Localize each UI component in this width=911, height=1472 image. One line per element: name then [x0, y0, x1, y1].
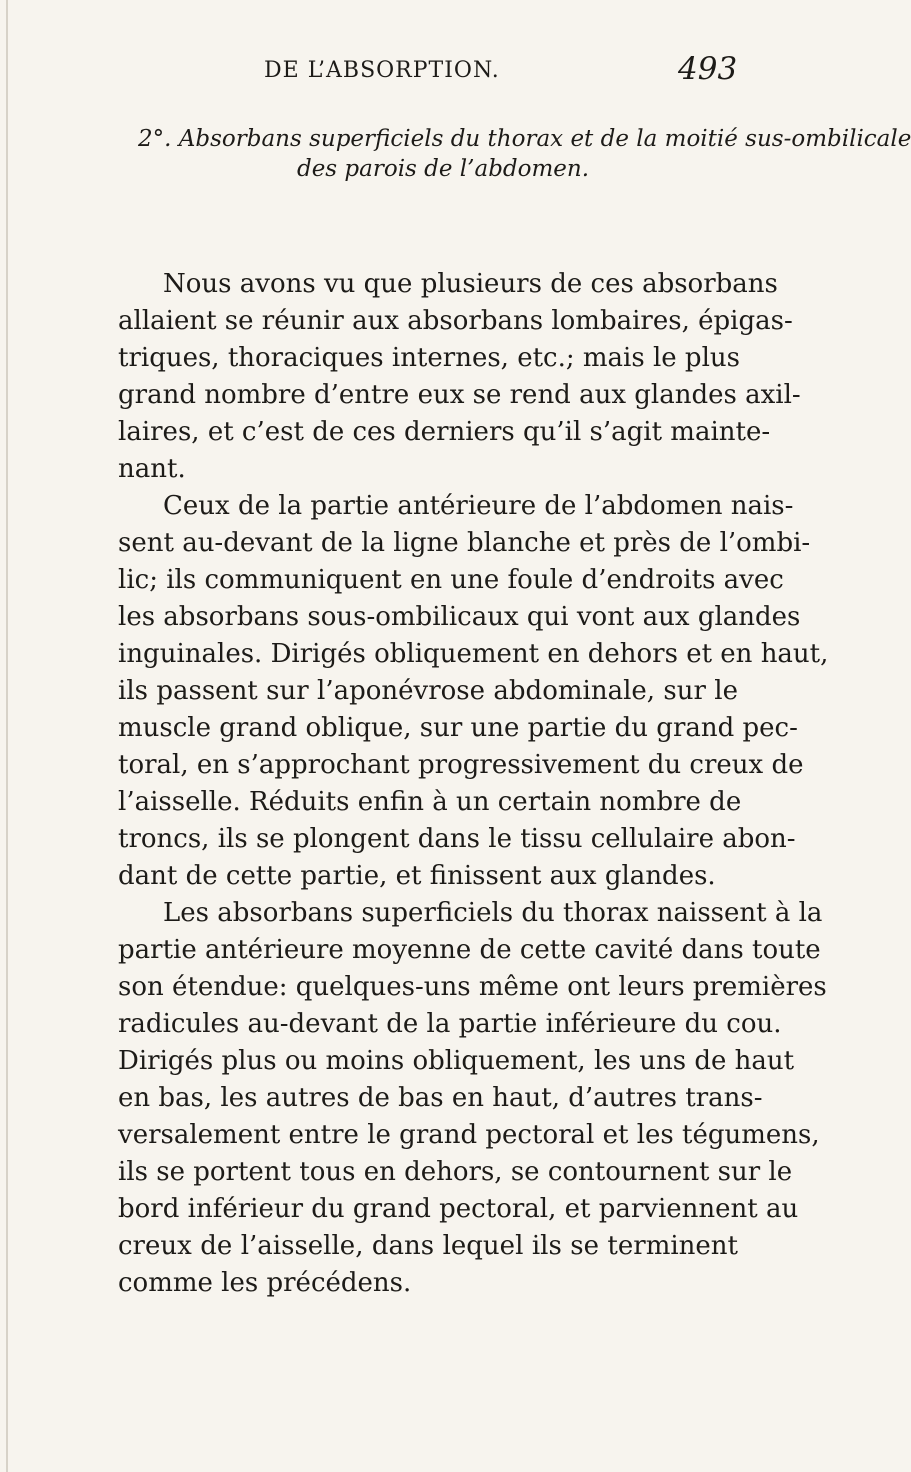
page-number: 493	[678, 51, 738, 87]
text-line: ils se portent tous en dehors, se contournent sur le	[118, 1157, 793, 1187]
text-line: son étendue: quelques-uns même ont leurs premières	[118, 972, 827, 1002]
text-line: toral, en s’approchant progressivement du creux de	[118, 750, 804, 780]
text-line: lic; ils communiquent en une foule d’endroits avec	[118, 565, 784, 595]
text-line: inguinales. Dirigés obliquement en dehors et en haut,	[118, 639, 829, 669]
text-line: nant.	[118, 454, 186, 484]
text-line: Nous avons vu que plusieurs de ces absorbans	[163, 269, 778, 299]
section-heading	[138, 124, 911, 184]
text-line: radicules au-devant de la partie inférieure du cou.	[118, 1009, 782, 1039]
text-line: sent au-devant de la ligne blanche et près de l’ombi-	[118, 528, 811, 558]
text-line: les absorbans sous-ombilicaux qui vont aux glandes	[118, 602, 801, 632]
text-line: bord inférieur du grand pectoral, et parviennent au	[118, 1194, 799, 1224]
text-line: grand nombre d’entre eux se rend aux glandes axil-	[118, 380, 801, 410]
text-line: comme les précédens.	[118, 1268, 412, 1298]
page-edge-shadow	[6, 0, 8, 1472]
text-line: troncs, ils se plongent dans le tissu cellulaire abon-	[118, 824, 796, 854]
text-line: triques, thoraciques internes, etc.; mais le plus	[118, 343, 740, 373]
text-line: dant de cette partie, et finissent aux glandes.	[118, 861, 716, 891]
text-line: Ceux de la partie antérieure de l’abdomen nais-	[163, 491, 794, 521]
text-line: Les absorbans superficiels du thorax naissent à la	[163, 898, 823, 928]
text-line: l’aisselle. Réduits enfin à un certain nombre de	[118, 787, 742, 817]
section-heading-line-2: des parois de l’abdomen.	[296, 156, 590, 182]
body-text	[118, 266, 829, 1302]
text-line: ils passent sur l’aponévrose abdominale, sur le	[118, 676, 738, 706]
text-line: muscle grand oblique, sur une partie du grand pec-	[118, 713, 798, 743]
running-title: DE L’ABSORPTION.	[264, 58, 500, 83]
text-line: Dirigés plus ou moins obliquement, les uns de haut	[118, 1046, 795, 1076]
text-line: partie antérieure moyenne de cette cavité dans toute	[118, 935, 821, 965]
text-line: creux de l’aisselle, dans lequel ils se terminent	[118, 1231, 738, 1261]
running-head	[0, 51, 801, 96]
text-line: laires, et c’est de ces derniers qu’il s’agit mainte-	[118, 417, 771, 447]
text-line: allaient se réunir aux absorbans lombaires, épigas-	[118, 306, 793, 336]
text-line: en bas, les autres de bas en haut, d’autres trans-	[118, 1083, 763, 1113]
section-heading-line-1: 2°. Absorbans superficiels du thorax et de la moitié sus-ombilicale	[138, 126, 911, 152]
text-line: versalement entre le grand pectoral et les tégumens,	[118, 1120, 820, 1150]
